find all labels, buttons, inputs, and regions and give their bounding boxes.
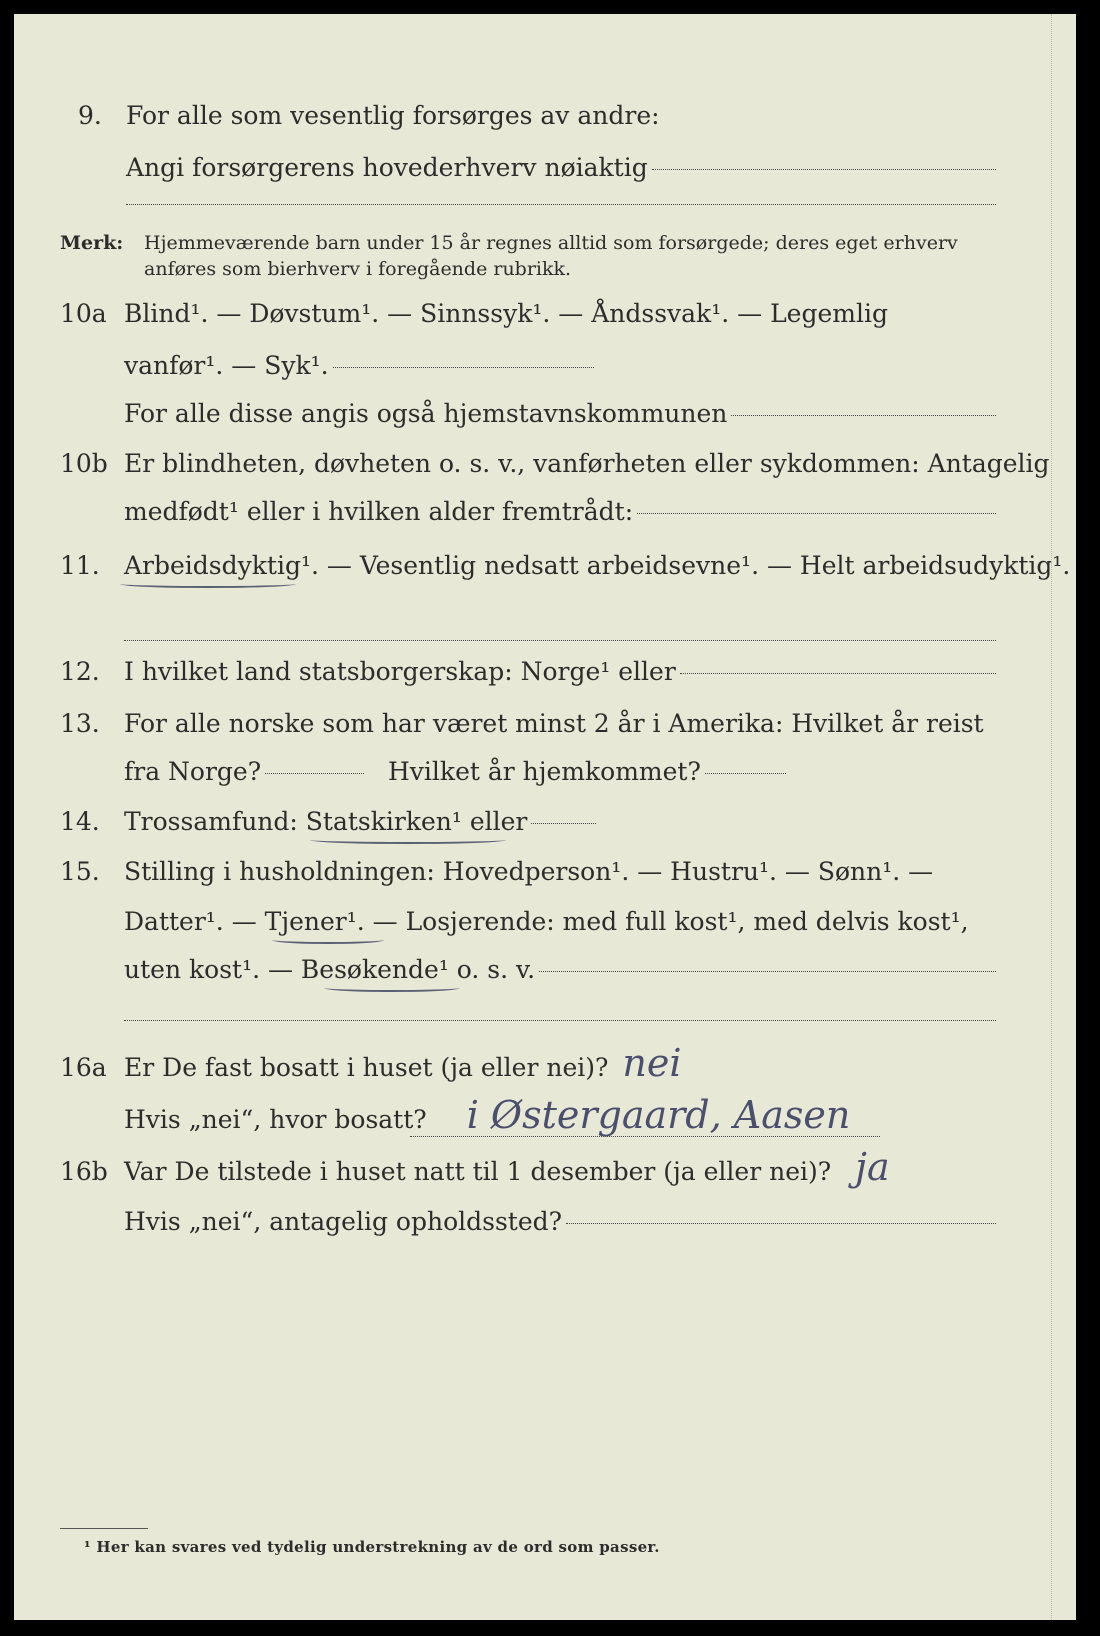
question-text: Er De fast bosatt i huset (ja eller nei)? — [124, 1053, 609, 1082]
question-10a — [14, 292, 1076, 336]
footnote-divider — [60, 1528, 148, 1529]
question-12 — [14, 650, 1076, 694]
question-13-line-2 — [14, 750, 1076, 794]
question-number: 10b — [60, 449, 108, 478]
question-text: For alle som vesentlig forsørges av andre: — [126, 101, 660, 130]
question-number: 11. — [60, 551, 100, 580]
merk-text-2: anføres som bierhverv i foregående rubrikk. — [144, 258, 572, 280]
question-9-line-2 — [14, 146, 1076, 190]
question-text: Stilling i husholdningen: Hovedperson¹. — Hustru¹. — Sønn¹. — — [124, 857, 934, 886]
answer-line[interactable] — [705, 773, 786, 774]
question-13 — [14, 702, 1076, 746]
census-form-page — [14, 14, 1076, 1620]
answer-line[interactable] — [124, 640, 996, 641]
question-text: Var De tilstede i huset natt til 1 desember (ja eller nei)? — [124, 1157, 832, 1186]
question-text: uten kost¹. — Besøkende¹ o. s. v. — [124, 955, 536, 984]
question-10b-line-2 — [14, 490, 1076, 534]
question-10a-line-3 — [14, 392, 1076, 436]
question-text: I hvilket land statsborgerskap: Norge¹ eller — [124, 657, 676, 686]
handwritten-underline — [120, 580, 296, 588]
answer-line[interactable] — [566, 1223, 996, 1224]
question-text: Hvis „nei“, hvor bosatt? — [124, 1105, 427, 1134]
question-number: 14. — [60, 807, 100, 836]
question-16b — [14, 1145, 1076, 1194]
question-number: 15. — [60, 857, 100, 886]
question-text: Er blindheten, døvheten o. s. v., vanførheten eller sykdommen: Antagelig — [124, 449, 1050, 478]
question-number: 16b — [60, 1157, 108, 1186]
question-text: medfødt¹ eller i hvilken alder fremtrådt: — [124, 497, 634, 526]
answer-line[interactable] — [265, 773, 364, 774]
question-15-line-3 — [14, 948, 1076, 992]
question-text: Angi forsørgerens hovederhverv nøiaktig — [126, 153, 648, 182]
answer-line[interactable] — [126, 204, 996, 205]
handwritten-underline — [310, 836, 506, 844]
question-text: Trossamfund: Statskirken¹ eller — [124, 807, 528, 836]
question-10a-line-2 — [14, 344, 1076, 388]
answer-line[interactable] — [539, 971, 996, 972]
question-15-line-2 — [14, 900, 1076, 944]
question-text: Hvis „nei“, antagelig opholdssted? — [124, 1207, 563, 1236]
merk-note — [14, 230, 1076, 282]
question-number: 9. — [78, 101, 102, 130]
answer-line[interactable] — [652, 169, 996, 170]
answer-line[interactable] — [124, 1020, 996, 1021]
answer-line[interactable] — [637, 513, 996, 514]
question-text: Hvilket år hjemkommet? — [388, 757, 701, 786]
answer-line[interactable] — [333, 367, 594, 368]
question-text: Datter¹. — Tjener¹. — Losjerende: med full kost¹, med delvis kost¹, — [124, 907, 969, 936]
question-text: Blind¹. — Døvstum¹. — Sinnssyk¹. — Åndssvak¹. — Legemlig — [124, 299, 888, 328]
question-text: — Vesentlig nedsatt arbeidsevne¹. — Helt arbeidsudyktig¹. — [318, 551, 1071, 580]
answer-line[interactable] — [731, 415, 996, 416]
question-16a — [14, 1041, 1076, 1090]
answer-line[interactable] — [531, 823, 596, 824]
question-14 — [14, 800, 1076, 844]
handwritten-answer[interactable]: nei — [622, 1041, 682, 1085]
handwritten-underline — [272, 936, 384, 944]
handwritten-underline — [324, 984, 460, 992]
question-text: For alle disse angis også hjemstavnskommunen — [124, 399, 728, 428]
question-16b-line-2 — [14, 1200, 1076, 1244]
question-15 — [14, 850, 1076, 894]
handwritten-answer[interactable]: i Østergaard, Aasen — [466, 1093, 851, 1137]
question-9 — [14, 94, 1076, 138]
question-number: 16a — [60, 1053, 107, 1082]
handwritten-answer[interactable]: ja — [855, 1145, 890, 1189]
question-number: 12. — [60, 657, 100, 686]
merk-label: Merk: — [60, 232, 124, 254]
answer-line[interactable] — [410, 1136, 880, 1137]
question-10b — [14, 442, 1076, 486]
question-number: 13. — [60, 709, 100, 738]
option-arbeidsdyktig[interactable]: Arbeidsdyktig¹. — [124, 551, 319, 580]
question-text: For alle norske som har været minst 2 år i Amerika: Hvilket år reist — [124, 709, 984, 738]
merk-text-1: Hjemmeværende barn under 15 år regnes alltid som forsørgede; deres eget erhverv — [144, 232, 958, 254]
question-text: vanfør¹. — Syk¹. — [124, 351, 329, 380]
footnote: ¹ Her kan svares ved tydelig understrekning av de ord som passer. — [84, 1538, 660, 1556]
answer-line[interactable] — [680, 673, 996, 674]
question-number: 10a — [60, 299, 107, 328]
question-text: fra Norge? — [124, 757, 262, 786]
